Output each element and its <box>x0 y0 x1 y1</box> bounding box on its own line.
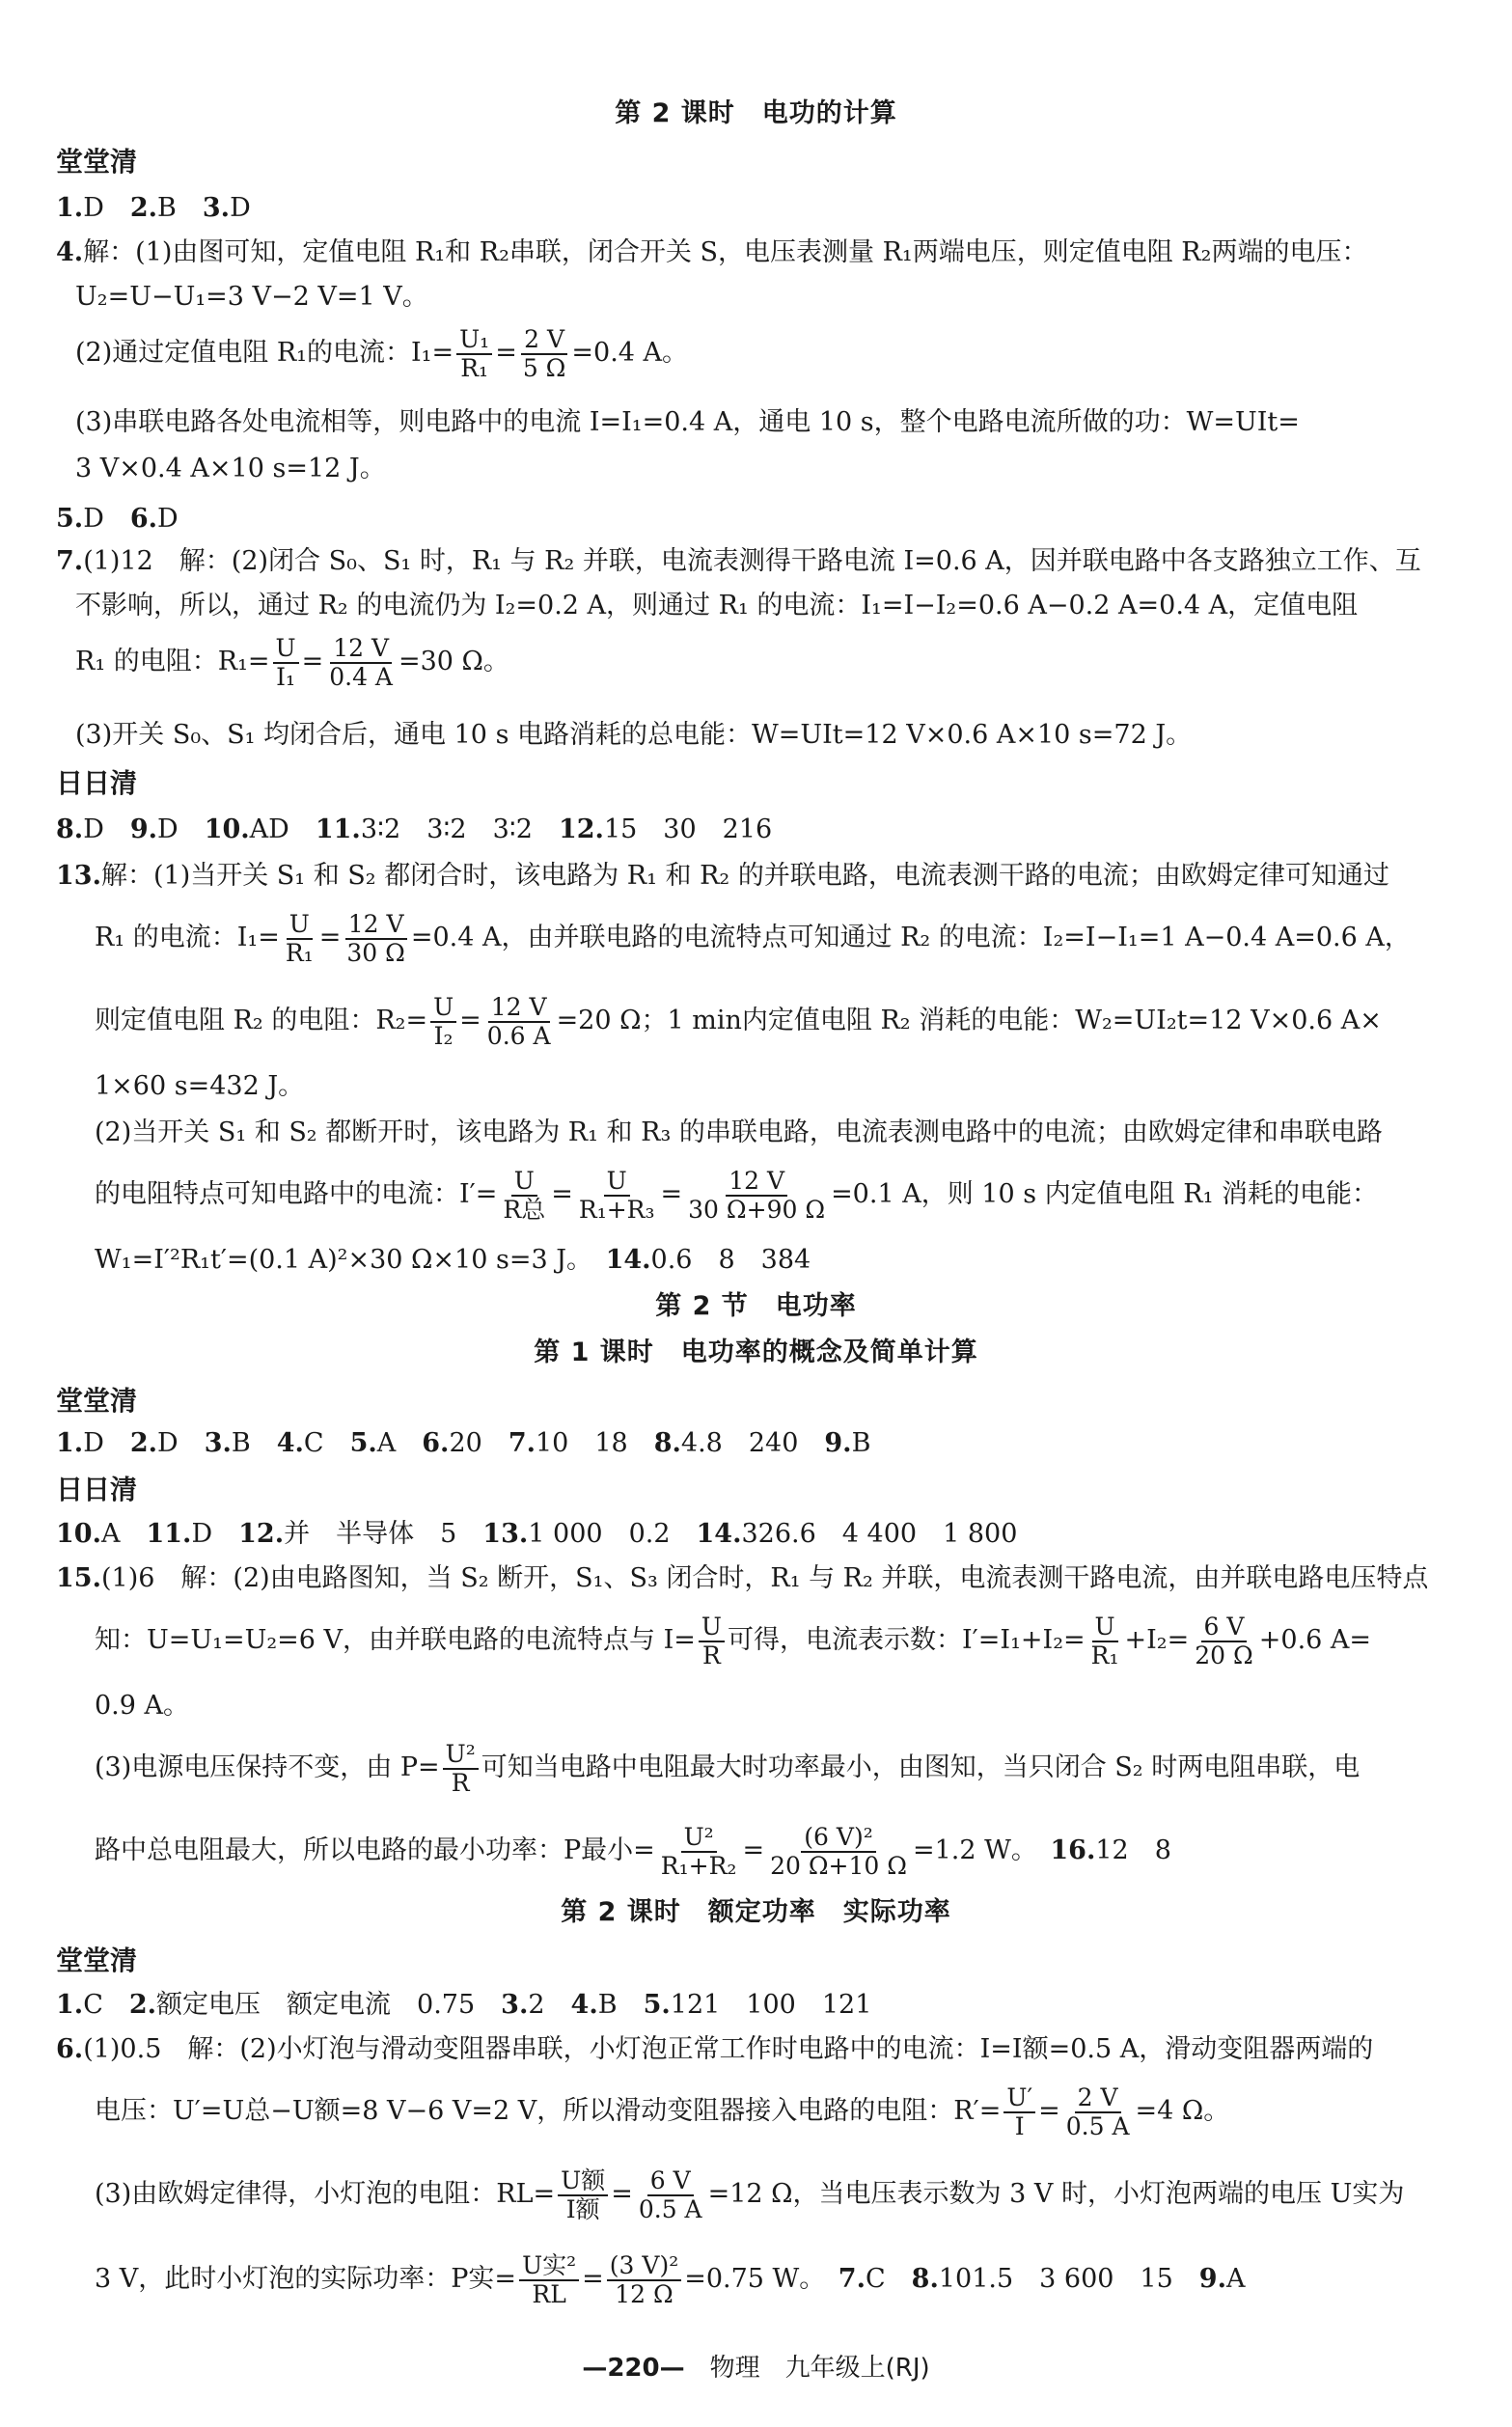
q-ans: B <box>231 1428 251 1458</box>
q-num: 4. <box>570 1990 598 2020</box>
denominator: R₁ <box>285 938 314 967</box>
q-ans: 4.8 240 <box>680 1428 799 1458</box>
q15-line-2 <box>95 1613 1452 1669</box>
numerator: 2 V <box>1075 2084 1121 2113</box>
q4-text-3a: (2)通过定值电阻 R₁的电流：I₁= <box>75 338 454 368</box>
numerator: 6 V <box>647 2167 694 2196</box>
q15-text-2b: 可得，电流表示数：I′=I₁+I₂= <box>728 1625 1086 1655</box>
numerator: 6 V <box>1201 1613 1248 1642</box>
q13-line-1 <box>56 861 1452 891</box>
q4-line-2: U₂=U−U₁=3 V−2 V=1 V。 <box>75 282 428 312</box>
answer-row-8-12 <box>56 814 1452 844</box>
q13-text-2a: R₁ 的电流：I₁= <box>95 923 280 952</box>
q13-text-2b: =0.4 A，由并联电路的电流特点可知通过 R₂ 的电流：I₂=I−I₁=1 A−0.4 A=0.6 A， <box>410 923 1411 952</box>
fraction-uprime-i <box>1003 2084 1035 2139</box>
q-ans: D <box>191 1519 213 1549</box>
fraction-12v-30ohm <box>344 911 408 966</box>
q-ans: D <box>83 504 104 534</box>
denominator: 20 Ω <box>1195 1641 1253 1669</box>
q-ans: 额定电压 额定电流 0.75 <box>156 1990 476 2020</box>
q13-text-6a: 的电阻特点可知电路中的电流：I′= <box>95 1179 498 1209</box>
q-ans: C <box>83 1990 103 2020</box>
fraction-u-r <box>699 1613 725 1669</box>
q-ans: B <box>597 1990 618 2020</box>
fraction-u-r1 <box>1088 1613 1122 1669</box>
q4-line-3: (2)通过定值电阻 R₁的电流：I₁= $\frac{\text{U₁}}{\text{R₁}}$ = $\frac{2 V}{5 \Omega}$ =0.4 A。 <box>75 325 689 382</box>
q-ans: D <box>157 504 179 534</box>
q-num: 10. <box>56 1519 101 1549</box>
numerator: 12 V <box>726 1168 787 1197</box>
q15-text-5a: 路中总电阻最大，所以电路的最小功率：P最小= <box>95 1835 655 1865</box>
denominator: R₁ <box>1090 1641 1119 1669</box>
fraction-u1-r1 <box>456 326 492 381</box>
q7-text-3b: =30 Ω。 <box>398 647 509 676</box>
q-ans: 101.5 3 600 15 <box>938 2264 1173 2294</box>
q-ans: D <box>83 193 104 223</box>
q-num: 9. <box>129 814 158 844</box>
q4-line-4: (3)串联电路各处电流相等，则电路中的电流 I=I₁=0.4 A，通电 10 s，整个电路电流所做的功：W=UIt= <box>75 407 1300 437</box>
fraction-u-rtotal <box>500 1168 548 1223</box>
q-num: 14. <box>696 1519 742 1549</box>
q-num: 11. <box>315 814 361 844</box>
q-num: 13. <box>482 1519 529 1549</box>
q-num: 4. <box>276 1428 304 1458</box>
q-ans: A <box>100 1519 121 1549</box>
q-num: 9. <box>824 1428 852 1458</box>
q-num: 6. <box>422 1428 450 1458</box>
q-ans: D <box>83 814 104 844</box>
q-num: 14. <box>605 1245 651 1275</box>
q-num: 7. <box>508 1428 536 1458</box>
numerator: (6 V)² <box>801 1824 875 1853</box>
q15-text-4b: 可知当电路中电阻最大时功率最小，由图知，当只闭合 S₂ 时两电阻串联，电 <box>481 1752 1361 1782</box>
q13-text-6b: =0.1 A，则 10 s 内定值电阻 R₁ 消耗的电能： <box>831 1179 1378 1209</box>
q-num: 12. <box>558 814 604 844</box>
q4-text-1: 解：(1)由图可知，定值电阻 R₁和 R₂串联，闭合开关 S，电压表测量 R₁两端电压，则定值电阻 R₂两端的电压： <box>83 237 1368 267</box>
answer-row-5-6 <box>56 504 1452 534</box>
section-title: 第 2 节 电功率 <box>655 1291 857 1321</box>
denominator: I额 <box>565 2194 600 2223</box>
numerator: U <box>511 1168 537 1197</box>
fraction-36-30ohm <box>767 1824 910 1879</box>
q13-text-1: 解：(1)当开关 S₁ 和 S₂ 都闭合时，该电路为 R₁ 和 R₂ 的并联电路，电流表测干路的电流；由欧姆定律可知通过 <box>100 861 1389 891</box>
answer-row-10-14 <box>56 1519 1452 1549</box>
q-num: 7. <box>56 546 84 576</box>
numerator: 12 V <box>345 911 407 940</box>
footer-grade: 九年级上(RJ) <box>784 2354 930 2383</box>
denominator: 0.4 A <box>329 662 393 691</box>
q-ans: 并 半导体 5 <box>284 1519 457 1549</box>
q-num: 5. <box>643 1990 671 2020</box>
q-num: 11. <box>146 1519 192 1549</box>
section-riri-2: 日日清 <box>56 1474 138 1505</box>
fraction-12v-04a <box>326 635 396 690</box>
numerator: 12 V <box>330 635 392 664</box>
fraction-2v-05a <box>1063 2084 1133 2139</box>
q4-text-3b: =0.4 A。 <box>571 338 689 368</box>
q15-text-2c: +I₂= <box>1124 1625 1190 1655</box>
q-num: 5. <box>56 504 84 534</box>
q-num: 2. <box>129 193 158 223</box>
q-num: 3. <box>501 1990 529 2020</box>
q13-line-3: 则定值电阻 R₂ 的电阻：R₂= $\frac{U}{\text{I₂}}$ = $\frac{12 V}{0.6 A}$ =20 Ω；1 min内定值电阻 R₂ 消耗的电能：W₂=UI₂t=12 V×0.6 A× <box>95 993 1382 1050</box>
q6-text-4b: =0.75 W。 <box>684 2264 812 2294</box>
denominator: 0.5 A <box>638 2194 702 2223</box>
denominator: I <box>1014 2111 1025 2140</box>
q-num: 7. <box>838 2264 866 2294</box>
denominator: R₁+R₂ <box>660 1851 737 1880</box>
fraction-6v-05a <box>636 2167 705 2222</box>
fraction-6v-20ohm <box>1192 1613 1256 1669</box>
denominator: 0.6 A <box>486 1021 551 1050</box>
page-footer <box>0 2355 1512 2384</box>
q15-text-4a: (3)电源电压保持不变，由 P= <box>95 1752 440 1782</box>
lesson-title-1: 第 2 课时 电功的计算 <box>615 98 897 128</box>
q-num: 3. <box>202 193 231 223</box>
numerator: U <box>699 1613 725 1642</box>
fraction-uactual2-rl <box>519 2252 579 2307</box>
numerator: U² <box>443 1741 479 1770</box>
numerator: U² <box>681 1824 717 1853</box>
footer-subject: 物理 <box>709 2354 760 2383</box>
q-num: 6. <box>56 2034 84 2064</box>
numerator: 12 V <box>488 994 550 1023</box>
q15-text-2d: +0.6 A= <box>1258 1625 1372 1655</box>
q13-line-5: (2)当开关 S₁ 和 S₂ 都断开时，该电路为 R₁ 和 R₃ 的串联电路，电流表测电路中的电流；由欧姆定律和串联电路 <box>95 1117 1383 1147</box>
numerator: U <box>604 1168 630 1197</box>
fraction-12v-120ohm <box>685 1168 828 1223</box>
q7-line-3: R₁ 的电阻：R₁= $\frac{U}{\text{I₁}}$ = $\frac{12 V}{0.4 A}$ =30 Ω。 <box>75 634 509 691</box>
q-ans: 0.6 8 384 <box>650 1245 811 1275</box>
q-ans: 15 30 216 <box>603 814 773 844</box>
q-num: 8. <box>911 2264 939 2294</box>
q13-text-3b: =20 Ω；1 min内定值电阻 R₂ 消耗的电能：W₂=UI₂t=12 V×0.6 A× <box>556 1006 1382 1035</box>
q4-line-1 <box>56 237 1452 267</box>
section-tangtang-3: 堂堂清 <box>56 1944 138 1976</box>
q13-line-7 <box>95 1245 1452 1275</box>
numerator: U <box>1092 1613 1118 1642</box>
denominator: 0.5 A <box>1065 2111 1130 2140</box>
q-num: 6. <box>129 504 158 534</box>
numerator: U额 <box>558 2167 608 2196</box>
q-num: 2. <box>129 1428 158 1458</box>
q15-line-5: 路中总电阻最大，所以电路的最小功率：P最小= $\frac{\text{U²}}{\text{R₁+R₂}}$ = $\frac{\text{(6 V)²}}{20 \Omega+10 \Omega}$ =1.2 W。 16.12 8 <box>95 1823 1171 1880</box>
q-num: 5. <box>349 1428 377 1458</box>
numerator: U实² <box>519 2252 579 2281</box>
q7-line-4: (3)开关 S₀、S₁ 均闭合后，通电 10 s 电路消耗的总电能：W=UIt=12 V×0.6 A×10 s=72 J。 <box>75 720 1193 750</box>
lesson-title-2: 第 1 课时 电功率的概念及简单计算 <box>534 1338 978 1367</box>
q6-line-3: (3)由欧姆定律得，小灯泡的电阻：RL= U额 I额 = $\frac{6 V}{0.5 A}$ =12 Ω，当电压表示数为 3 V 时，小灯泡两端的电压 U实为 <box>95 2166 1405 2223</box>
q-num: 2. <box>128 1990 157 2020</box>
q15-text-5b: =1.2 W。 <box>912 1835 1025 1865</box>
q-ans: AD <box>249 814 289 844</box>
q-num: 10. <box>204 814 250 844</box>
q15-text-1: (1)6 解：(2)由电路图知，当 S₂ 断开，S₁、S₃ 闭合时，R₁ 与 R₂ 并联，电流表测干路电流，由并联电路电压特点 <box>100 1563 1429 1593</box>
fraction-u-r1 <box>283 911 316 966</box>
denominator: R <box>702 1641 721 1669</box>
q6-text-3a: (3)由欧姆定律得，小灯泡的电阻：RL= <box>95 2179 556 2209</box>
q15-line-1 <box>56 1563 1452 1593</box>
denominator: 12 Ω <box>615 2279 674 2308</box>
denominator: I₁ <box>276 662 295 691</box>
numerator: U′ <box>1003 2084 1035 2113</box>
lesson-title-3: 第 2 课时 额定功率 实际功率 <box>561 1897 951 1927</box>
denominator: I₂ <box>433 1021 454 1050</box>
section-riri-1: 日日清 <box>56 767 138 799</box>
numerator: U <box>430 994 456 1023</box>
q15-text-2a: 知：U=U₁=U₂=6 V，由并联电路的电流特点与 I= <box>95 1625 696 1655</box>
q13-line-4: 1×60 s=432 J。 <box>95 1071 305 1101</box>
numerator: 2 V <box>521 326 567 355</box>
section-tangtang-1: 堂堂清 <box>56 146 138 178</box>
q-ans: C <box>303 1428 324 1458</box>
numerator: U <box>287 911 313 940</box>
q-ans: 121 100 121 <box>670 1990 872 2020</box>
numerator: U₁ <box>456 326 492 355</box>
denominator: RL <box>532 2279 566 2308</box>
q6-line-2: 电压：U′=U总−U额=8 V−6 V=2 V，所以滑动变阻器接入电路的电阻：R′= $\frac{U'}{I}$ = $\frac{2 V}{0.5 A}$ =4 Ω。 <box>95 2083 1230 2140</box>
q13-text-3a: 则定值电阻 R₂ 的电阻：R₂= <box>95 1006 428 1035</box>
q6-text-4a: 3 V，此时小灯泡的实际功率：P实= <box>95 2264 517 2294</box>
q-num: 13. <box>56 861 101 891</box>
q7-line-2: 不影响，所以，通过 R₂ 的电流仍为 I₂=0.2 A，则通过 R₁ 的电流：I₁=I−I₂=0.6 A−0.2 A=0.4 A，定值电阻 <box>75 591 1359 621</box>
fraction-u-i1 <box>273 635 299 690</box>
q-ans: D <box>230 193 251 223</box>
q-num: 8. <box>56 814 84 844</box>
q-ans: D <box>83 1428 104 1458</box>
fraction-u-r1r3 <box>576 1168 658 1223</box>
q-num: 4. <box>56 237 84 267</box>
q-ans: B <box>851 1428 871 1458</box>
q-ans: D <box>157 1428 179 1458</box>
fraction-9-12ohm <box>607 2252 681 2307</box>
denominator: R总 <box>503 1195 546 1224</box>
q15-line-3: 0.9 A。 <box>95 1691 190 1721</box>
q7-text-1: (1)12 解：(2)闭合 S₀、S₁ 时，R₁ 与 R₂ 并联，电流表测得干路电流 I=0.6 A，因并联电路中各支路独立工作、互 <box>83 546 1421 576</box>
q7-line-1 <box>56 546 1452 576</box>
q13-text-7: W₁=I′²R₁t′=(0.1 A)²×30 Ω×10 s=3 J。 <box>95 1245 580 1275</box>
denominator: 30 Ω+90 Ω <box>688 1195 826 1224</box>
denominator: 30 Ω <box>346 938 405 967</box>
q-num: 3. <box>204 1428 232 1458</box>
fraction-urated-irated <box>558 2167 608 2222</box>
q-ans: 3∶2 3∶2 3∶2 <box>360 814 533 844</box>
fraction-u2-r <box>443 1741 479 1796</box>
q-num: 8. <box>653 1428 681 1458</box>
denominator: R₁+R₃ <box>578 1195 655 1224</box>
q4-line-5: 3 V×0.4 A×10 s=12 J。 <box>75 454 386 483</box>
q-num: 1. <box>56 1990 84 2020</box>
q-num: 15. <box>56 1563 101 1593</box>
q-ans: 12 8 <box>1095 1835 1171 1865</box>
q13-line-6: 的电阻特点可知电路中的电流：I′= U R总 = $\frac{U}{\text{R₁+R₃}}$ = $\frac{12 V}{30 \Omega+90 \Omega}$ =0.1 A，则 10 s 内定值电阻 R₁ 消耗的电能： <box>95 1167 1378 1224</box>
q-ans: A <box>1225 2264 1246 2294</box>
answer-row-1-3 <box>56 193 1452 223</box>
q7-text-3a: R₁ 的电阻：R₁= <box>75 647 270 676</box>
answer-row-1-9 <box>56 1428 1452 1458</box>
denominator: 5 Ω <box>522 353 566 382</box>
q-num: 16. <box>1050 1835 1096 1865</box>
denominator: R <box>451 1768 470 1797</box>
fraction-u2-r1r2 <box>658 1824 740 1879</box>
q-ans: 2 <box>528 1990 545 2020</box>
q6-text-2a: 电压：U′=U总−U额=8 V−6 V=2 V，所以滑动变阻器接入电路的电阻：R′= <box>95 2096 1002 2126</box>
denominator: 20 Ω+10 Ω <box>770 1851 907 1880</box>
fraction-u-i2 <box>430 994 456 1049</box>
q-ans: B <box>157 193 177 223</box>
page-number: —220— <box>582 2354 685 2383</box>
q-num: 12. <box>238 1519 285 1549</box>
q6-text-1: (1)0.5 解：(2)小灯泡与滑动变阻器串联，小灯泡正常工作时电路中的电流：I=I额=0.5 A，滑动变阻器两端的 <box>83 2034 1374 2064</box>
section-tangtang-2: 堂堂清 <box>56 1385 138 1417</box>
fraction-12v-06a <box>484 994 554 1049</box>
q-ans: 10 18 <box>536 1428 628 1458</box>
q6-line-4: 3 V，此时小灯泡的实际功率：P实= U实² RL = $\frac{\text{(3 V)²}}{12 \Omega}$ =0.75 W。 7.C 8.101.5 3 600 15 9.A <box>95 2251 1246 2308</box>
q-ans: 20 <box>449 1428 482 1458</box>
q-ans: D <box>157 814 179 844</box>
q-ans: 1 000 0.2 <box>528 1519 671 1549</box>
q-ans: A <box>376 1428 397 1458</box>
fraction-2v-5ohm <box>520 326 569 381</box>
q6-text-3b: =12 Ω，当电压表示数为 3 V 时，小灯泡两端的电压 U实为 <box>707 2179 1405 2209</box>
q-num: 1. <box>56 193 84 223</box>
numerator: U <box>273 635 299 664</box>
answer-row-1-5b <box>56 1990 1452 2020</box>
numerator: (3 V)² <box>607 2252 681 2281</box>
q-num: 1. <box>56 1428 84 1458</box>
q6-text-2b: =4 Ω。 <box>1135 2096 1230 2126</box>
q13-line-2: R₁ 的电流：I₁= $\frac{U}{\text{R₁}}$ = $\frac{12 V}{30 \Omega}$ =0.4 A，由并联电路的电流特点可知通过 R₂ 的电流：I₂=I−I₁=1 A−0.4 A=0.6 A， <box>95 910 1411 967</box>
q-ans: C <box>865 2264 886 2294</box>
q6-line-1 <box>56 2034 1452 2064</box>
q15-line-4 <box>95 1741 1452 1796</box>
q-num: 9. <box>1198 2264 1226 2294</box>
q-ans: 326.6 4 400 1 800 <box>741 1519 1018 1549</box>
denominator: R₁ <box>460 353 489 382</box>
